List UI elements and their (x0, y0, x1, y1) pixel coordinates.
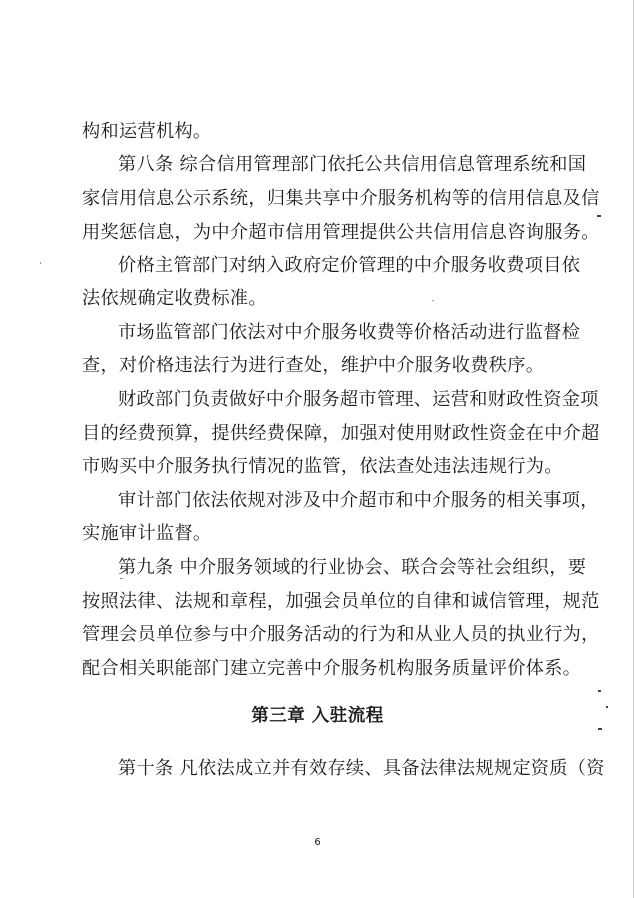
text-line: 用奖惩信息，为中介超市信用管理提供公共信用信息咨询服务。 (82, 222, 600, 243)
text-line: 实施审计监督。 (82, 523, 212, 544)
scan-speck (598, 690, 601, 692)
text-line: 目的经费预算，提供经费保障，加强对使用财政性资金在中介超 (82, 423, 600, 444)
article-9-first-line: 第九条 中介服务领域的行业协会、联合会等社会组织，要 (118, 557, 587, 578)
scan-speck (120, 578, 123, 579)
article-10-first-line: 第十条 凡依法成立并有效存续、具备法律法规规定资质（资 (118, 758, 605, 779)
paragraph-first-line: 市场监管部门依法对中介服务收费等价格活动进行监督检 (118, 322, 581, 343)
text-line: 家信用信息公示系统，归集共享中介服务机构等的信用信息及信 (82, 188, 600, 209)
text-line: 法依规确定收费标准。 (82, 288, 267, 309)
paragraph-first-line: 财政部门负责做好中介服务超市管理、运营和财政性资金项 (118, 389, 599, 410)
text-line: 查，对价格违法行为进行查处，维护中介服务收费秩序。 (82, 355, 545, 376)
article-8-first-line: 第八条 综合信用管理部门依托公共信用信息管理系统和国 (118, 154, 587, 175)
scan-edge (633, 0, 634, 898)
paragraph-first-line: 价格主管部门对纳入政府定价管理的中介服务收费项目依 (118, 255, 581, 276)
text-line: 管理会员单位参与中介服务活动的行为和从业人员的执业行为， (82, 624, 600, 645)
scan-speck (598, 728, 602, 730)
scan-speck (606, 706, 608, 708)
text-line: 按照法律、法规和章程，加强会员单位的自律和诚信管理，规范 (82, 591, 600, 612)
text-line: 构和运营机构。 (82, 121, 212, 142)
paragraph-first-line: 审计部门依法依规对涉及中介超市和中介服务的相关事项， (118, 490, 599, 511)
chapter-heading: 第三章 入驻流程 (251, 706, 384, 726)
page-number: 6 (314, 837, 321, 848)
scan-speck (597, 215, 601, 217)
scan-speck (40, 262, 41, 264)
text-line: 配合相关职能部门建立完善中介服务机构服务质量评价体系。 (82, 658, 582, 679)
text-line: 市购买中介服务执行情况的监管，依法查处违法违规行为。 (82, 456, 563, 477)
scan-speck (432, 300, 434, 301)
